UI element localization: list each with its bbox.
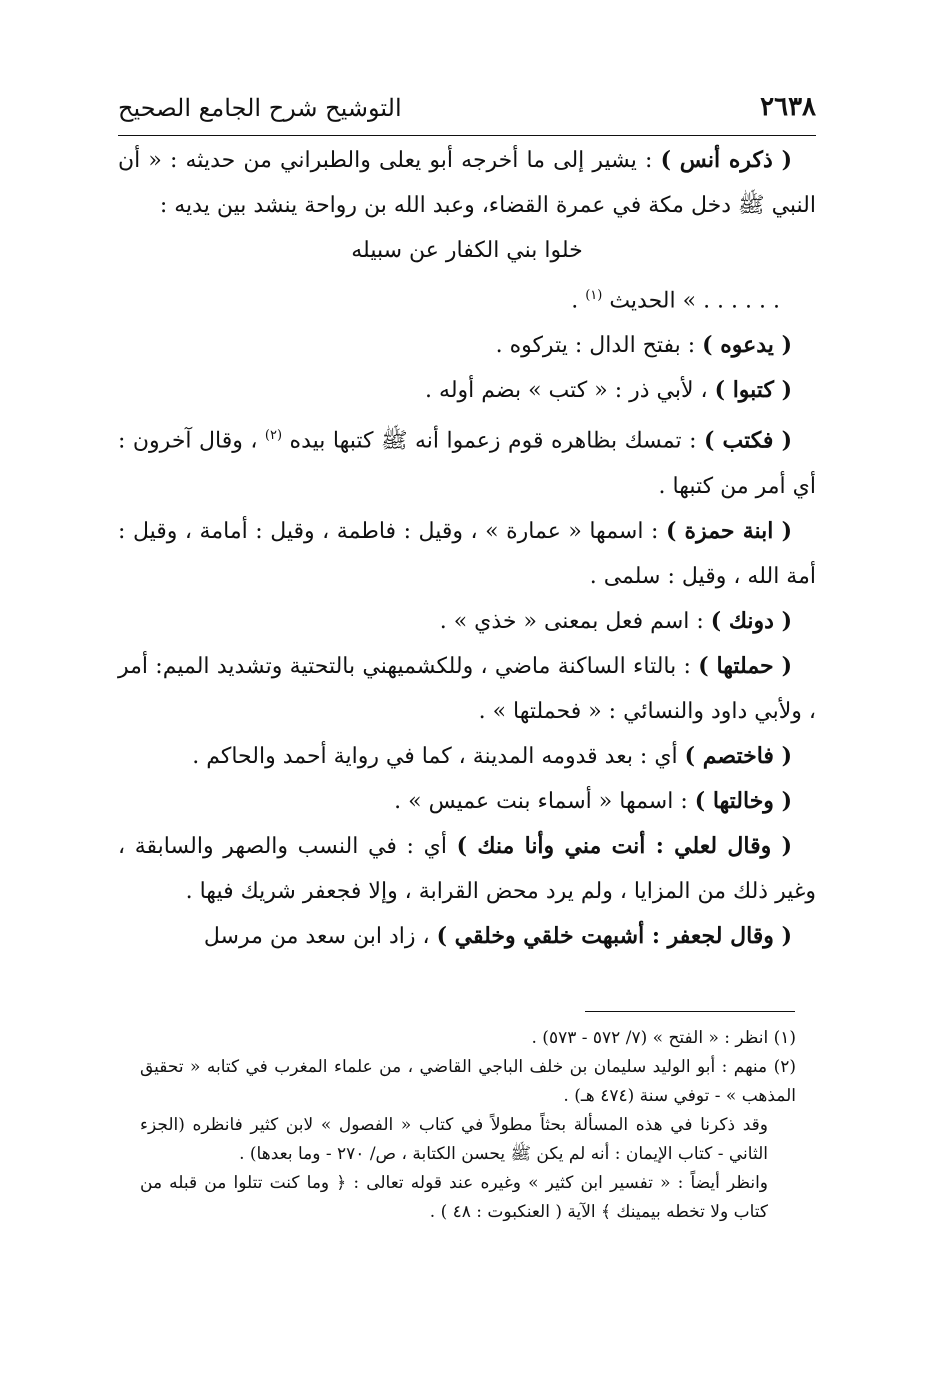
running-title: التوشيح شرح الجامع الصحيح	[118, 94, 402, 122]
paragraph-ali	[118, 824, 816, 914]
commentary-text: : اسمها « أسماء بنت عميس » .	[394, 788, 695, 814]
main-text	[118, 138, 816, 959]
paragraph-dunaki	[118, 599, 816, 644]
paragraph-dhakarahu-anas	[118, 138, 816, 228]
commentary-term: ( وقال لعلي : أنت مني وأنا منك )	[456, 832, 792, 859]
page-number: ٢٦٣٨	[760, 92, 816, 122]
commentary-text: أي : بعد قدومه المدينة ، كما في رواية أحمد والحاكم .	[192, 743, 685, 769]
commentary-text: : اسم فعل بمعنى « خذي » .	[439, 608, 711, 634]
commentary-text: ، وقال آخرون : أي أمر من كتبها .	[118, 428, 816, 499]
paragraph-yadaooh	[118, 323, 816, 368]
commentary-text: ، زاد ابن سعد من مرسل	[203, 923, 437, 949]
commentary-text: : اسمها « عمارة » ، وقيل : فاطمة ، وقيل : أمامة ، وقيل : أمة الله ، وقيل : سلمى .	[118, 518, 816, 589]
commentary-term: ( وقال لجعفر : أشبهت خلقي وخلقي )	[436, 922, 792, 949]
commentary-text: : بالتاء الساكنة ماضي ، وللكشميهني بالتحتية وتشديد الميم: أمر ، ولأبي داود والنسائي : « فحملتها » .	[118, 653, 816, 724]
commentary-text: .	[571, 288, 586, 314]
commentary-term: ( حملتها )	[698, 652, 792, 679]
paragraph-wakhalatuha	[118, 779, 816, 824]
paragraph-fakataba	[118, 413, 816, 508]
footnote-2-continuation: وانظر أيضاً : « تفسير ابن كثير » وغيره عند قوله تعالى : ﴿ وما كنت تتلوا من قبله من كتاب ولا تخطه بيمينك ﴾ الآية ( العنكبوت : ٤٨ ) .	[140, 1173, 768, 1222]
paragraph-fakhtasama	[118, 734, 816, 779]
footnote-ref-1: (١)	[585, 288, 603, 303]
commentary-term: ( يدعوه )	[702, 332, 792, 359]
commentary-term: ( دونك )	[710, 607, 792, 634]
verse-line: خلوا بني الكفار عن سبيله	[351, 238, 583, 263]
paragraph-hamaltuha	[118, 644, 816, 734]
paragraph-ibnat-hamza	[118, 509, 816, 599]
footnotes	[140, 1024, 796, 1227]
commentary-term: ( كتبوا )	[714, 377, 792, 404]
footnote-rule	[585, 1011, 795, 1012]
footnote-2: (٢) منهم : أبو الوليد سليمان بن خلف الباجي القاضي ، من علماء المغرب في كتابه « تحقيق المذهب » - توفي سنة (٤٧٤ هـ) .	[140, 1057, 796, 1106]
commentary-term: ( فكتب )	[703, 427, 792, 454]
commentary-text: ، لأبي ذر : « كتب » بضم أوله .	[425, 378, 715, 404]
commentary-term: ( فاختصم )	[684, 742, 792, 769]
footnote-1: (١) انظر : « الفتح » (٧/ ٥٧٢ - ٥٧٣) .	[531, 1028, 796, 1048]
commentary-text: . . . . . . » الحديث	[609, 288, 780, 314]
commentary-term: ( ذكره أنس )	[660, 147, 792, 173]
page-header	[118, 80, 816, 128]
header-rule	[118, 135, 816, 136]
footnote-ref-2: (٢)	[264, 428, 283, 444]
paragraph-hadith-ellipsis	[118, 273, 816, 323]
commentary-text: : تمسك بظاهره قوم زعموا أنه ﷺ كتبها بيده	[282, 428, 704, 454]
commentary-text: : بفتح الدال : يتركوه .	[495, 333, 703, 359]
commentary-term: ( وخالتها )	[694, 787, 792, 814]
paragraph-jafar	[118, 914, 816, 959]
commentary-text: أي : في النسب والصهر والسابقة ، وغير ذلك من المزايا ، ولم يرد محض القرابة ، وإلا فجعفر شريك فيها .	[118, 833, 816, 904]
paragraph-katabu	[118, 368, 816, 413]
footnote-2-continuation: وقد ذكرنا في هذه المسألة بحثاً مطولاً في كتاب « الفصول » لابن كثير فانظره (الجزء الثاني - كتاب الإيمان : أنه لم يكن ﷺ يحسن الكتابة ، ص/ ٢٧٠ - وما بعدها) .	[140, 1115, 768, 1164]
commentary-text: : يشير إلى ما أخرجه أبو يعلى والطبراني من حديثه : « أن النبي ﷺ دخل مكة في عمرة القضاء، وعبد الله بن رواحة ينشد بين يديه :	[118, 148, 816, 218]
commentary-term: ( ابنة حمزة )	[665, 517, 793, 544]
